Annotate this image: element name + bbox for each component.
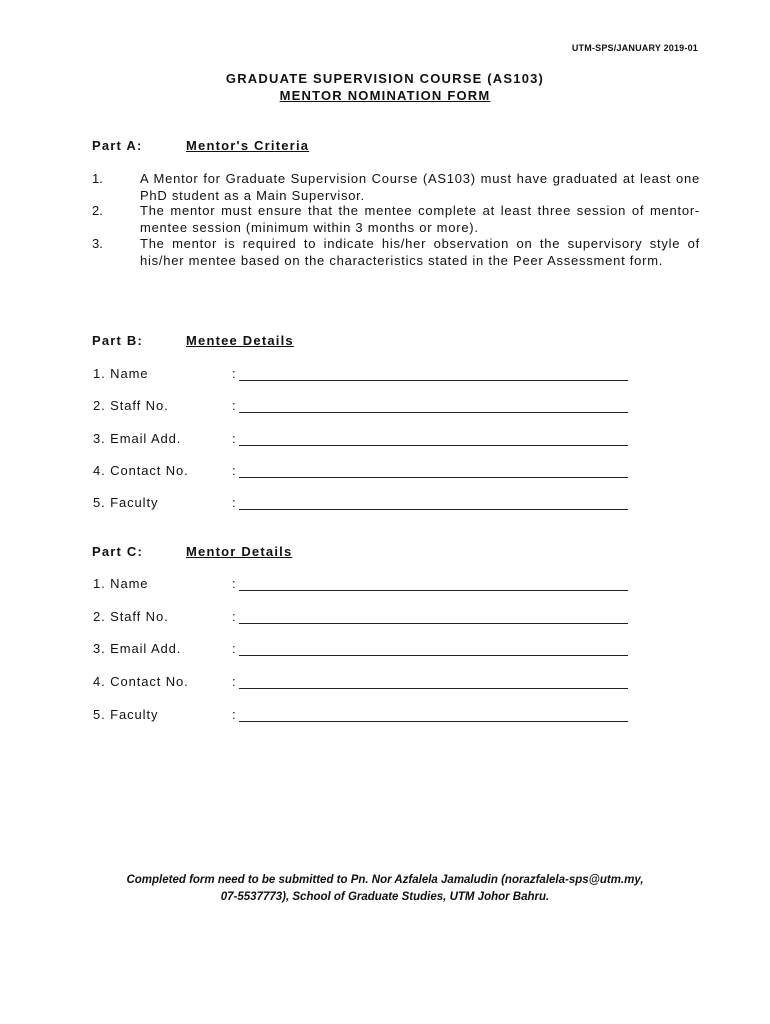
part-a-heading: Mentor's Criteria — [186, 138, 310, 153]
criteria-text: The mentor must ensure that the mentee complete at least three session of mentor-mentee session (minimum within 3 months or more). — [140, 203, 700, 235]
part-a-label: Part A: — [92, 138, 143, 153]
field-colon: : — [232, 641, 236, 656]
criteria-number: 2. — [92, 203, 103, 218]
submission-note — [0, 872, 770, 905]
mentee-name-label: 1. Name — [93, 366, 149, 381]
criteria-number: 3. — [92, 236, 103, 251]
mentee-email-label: 3. Email Add. — [93, 431, 182, 446]
mentee-contact-no-label: 4. Contact No. — [93, 463, 189, 478]
field-colon: : — [232, 463, 236, 478]
mentor-faculty-field[interactable] — [239, 721, 628, 722]
field-colon: : — [232, 431, 236, 446]
mentee-staff-no-field[interactable] — [239, 412, 628, 413]
mentor-email-field[interactable] — [239, 655, 628, 656]
document-code: UTM-SPS/JANUARY 2019-01 — [571, 43, 698, 53]
mentor-faculty-label: 5. Faculty — [93, 707, 159, 722]
submission-note-line2: 07-5537773), School of Graduate Studies, UTM Johor Bahru. — [220, 890, 550, 903]
field-colon: : — [232, 576, 236, 591]
mentee-name-field[interactable] — [239, 380, 628, 381]
mentor-name-field[interactable] — [239, 590, 628, 591]
part-c-heading: Mentor Details — [186, 544, 293, 559]
field-colon: : — [232, 366, 236, 381]
mentee-contact-no-field[interactable] — [239, 477, 628, 478]
mentor-staff-no-field[interactable] — [239, 623, 628, 624]
mentor-contact-no-label: 4. Contact No. — [93, 674, 189, 689]
field-colon: : — [232, 495, 236, 510]
part-b-label: Part B: — [92, 333, 144, 348]
mentor-email-label: 3. Email Add. — [93, 641, 182, 656]
mentee-staff-no-label: 2. Staff No. — [93, 398, 169, 413]
field-colon: : — [232, 707, 236, 722]
mentor-staff-no-label: 2. Staff No. — [93, 609, 169, 624]
submission-note-line1: Completed form need to be submitted to Pn. Nor Azfalela Jamaludin (norazfalela-sps@utm.my, — [126, 874, 644, 886]
form-subtitle: MENTOR NOMINATION FORM — [279, 88, 491, 103]
field-colon: : — [232, 609, 236, 624]
criteria-text: The mentor is required to indicate his/her observation on the supervisory style of his/her mentee based on the characteristics stated in the Peer Assessment form. — [140, 236, 700, 268]
mentee-email-field[interactable] — [239, 445, 628, 446]
criteria-number: 1. — [92, 171, 103, 186]
part-b-heading: Mentee Details — [186, 333, 294, 348]
field-colon: : — [232, 398, 236, 413]
form-title: GRADUATE SUPERVISION COURSE (AS103) — [225, 71, 545, 86]
mentor-name-label: 1. Name — [93, 576, 149, 591]
mentor-contact-no-field[interactable] — [239, 688, 628, 689]
field-colon: : — [232, 674, 236, 689]
part-c-label: Part C: — [92, 544, 144, 559]
mentee-faculty-field[interactable] — [239, 509, 628, 510]
mentee-faculty-label: 5. Faculty — [93, 495, 159, 510]
criteria-text: A Mentor for Graduate Supervision Course (AS103) must have graduated at least one PhD student as a Main Supervisor. — [140, 171, 700, 203]
